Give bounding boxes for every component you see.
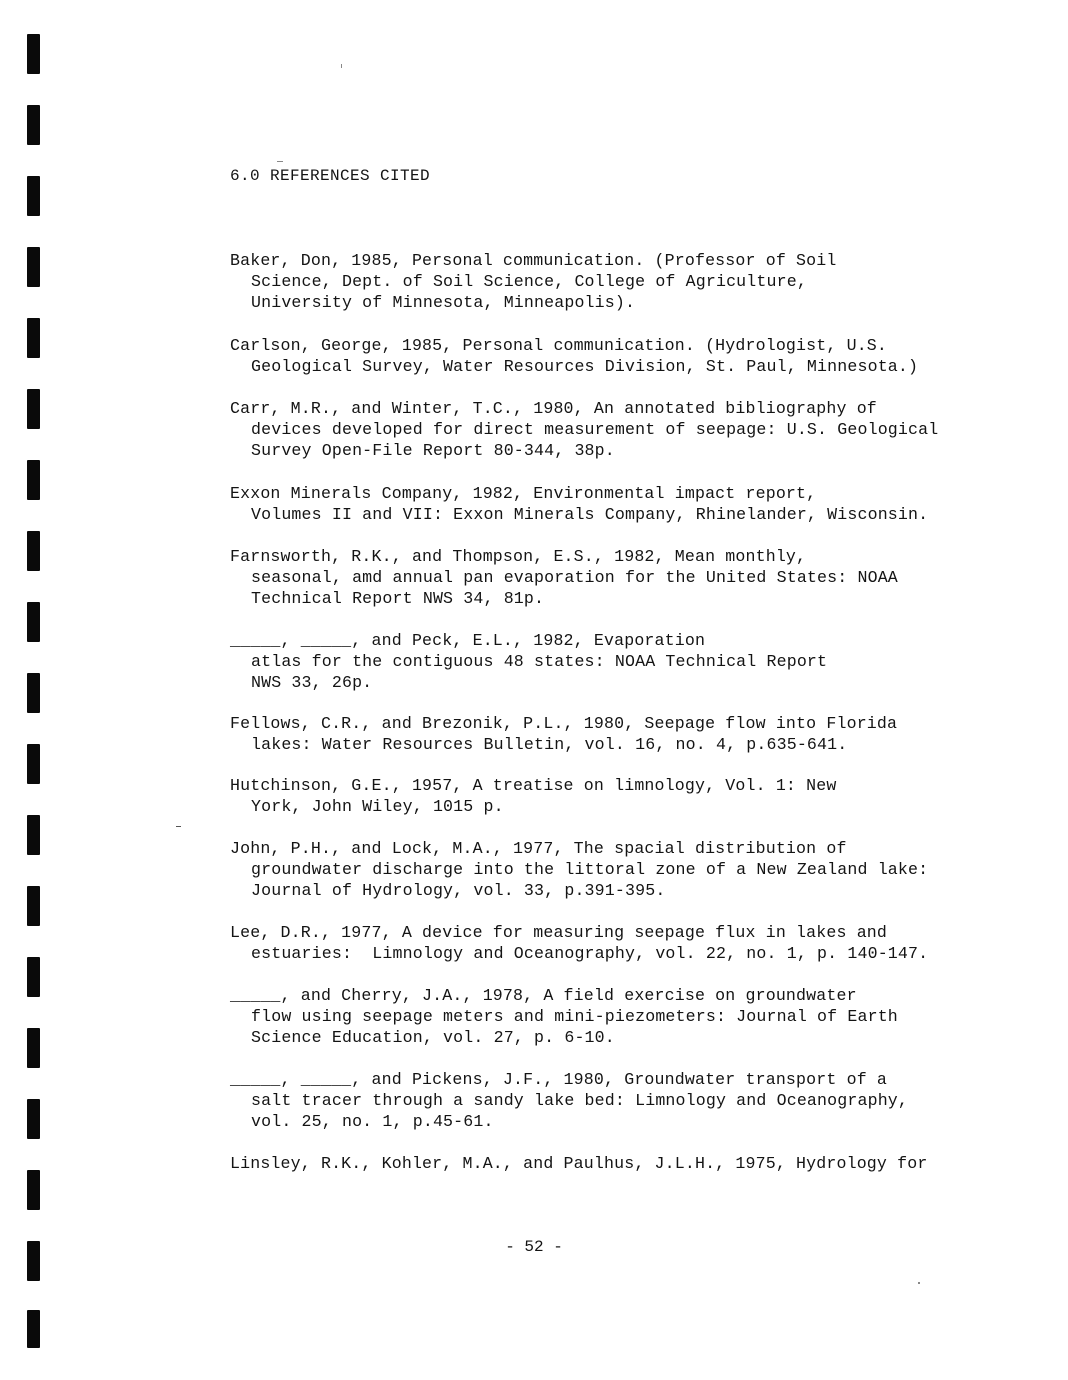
reference-first-line: John, P.H., and Lock, M.A., 1977, The spacial distribution of <box>230 839 847 858</box>
binding-mark <box>27 247 40 287</box>
reference-continuation-line: estuaries: Limnology and Oceanography, vol. 22, no. 1, p. 140-147. <box>251 944 929 964</box>
binding-mark <box>27 105 40 145</box>
reference-entry <box>230 1069 908 1133</box>
reference-entry <box>230 922 928 964</box>
binding-mark <box>27 886 40 926</box>
binding-mark <box>27 673 40 713</box>
reference-entry <box>230 483 928 525</box>
reference-continuation-line: Survey Open-File Report 80-344, 38p. <box>251 441 615 461</box>
reference-continuation-line: groundwater discharge into the littoral zone of a New Zealand lake: <box>251 860 929 880</box>
binding-mark <box>27 531 40 571</box>
reference-first-line: Linsley, R.K., Kohler, M.A., and Paulhus, J.L.H., 1975, Hydrology for <box>230 1154 928 1173</box>
reference-continuation-line: Volumes II and VII: Exxon Minerals Company, Rhinelander, Wisconsin. <box>251 505 929 525</box>
reference-first-line: _____, _____, and Pickens, J.F., 1980, Groundwater transport of a <box>230 1070 888 1089</box>
binding-mark <box>27 176 40 216</box>
binding-mark <box>27 957 40 997</box>
reference-continuation-line: flow using seepage meters and mini-piezometers: Journal of Earth <box>251 1007 898 1027</box>
reference-continuation-line: seasonal, amd annual pan evaporation for the United States: NOAA <box>251 568 898 588</box>
reference-first-line: Lee, D.R., 1977, A device for measuring seepage flux in lakes and <box>230 923 888 942</box>
reference-entry <box>230 546 898 610</box>
reference-first-line: Carlson, George, 1985, Personal communication. (Hydrologist, U.S. <box>230 336 888 355</box>
binding-mark <box>27 389 40 429</box>
binding-mark <box>27 1099 40 1139</box>
reference-first-line: Fellows, C.R., and Brezonik, P.L., 1980, Seepage flow into Florida <box>230 714 898 733</box>
reference-continuation-line: York, John Wiley, 1015 p. <box>251 797 504 817</box>
binding-mark <box>27 1170 40 1210</box>
binding-mark <box>27 460 40 500</box>
reference-entry <box>230 985 898 1049</box>
reference-entry <box>230 838 928 902</box>
reference-continuation-line: Science Education, vol. 27, p. 6-10. <box>251 1028 615 1048</box>
reference-entry <box>230 630 827 694</box>
binding-mark <box>27 1310 40 1348</box>
binding-mark <box>27 318 40 358</box>
scan-speck <box>341 64 342 68</box>
reference-continuation-line: lakes: Water Resources Bulletin, vol. 16, no. 4, p.635-641. <box>251 735 848 755</box>
reference-continuation-line: salt tracer through a sandy lake bed: Limnology and Oceanography, <box>251 1091 909 1111</box>
reference-continuation-line: Geological Survey, Water Resources Division, St. Paul, Minnesota.) <box>251 357 919 377</box>
reference-entry <box>230 398 938 462</box>
reference-continuation-line: Technical Report NWS 34, 81p. <box>251 589 545 609</box>
binding-mark <box>27 34 40 74</box>
reference-continuation-line: devices developed for direct measurement of seepage: U.S. Geological <box>251 420 939 440</box>
reference-entry <box>230 335 918 377</box>
reference-continuation-line: atlas for the contiguous 48 states: NOAA Technical Report <box>251 652 828 672</box>
binding-mark <box>27 1028 40 1068</box>
reference-first-line: Baker, Don, 1985, Personal communication. (Professor of Soil <box>230 251 837 270</box>
binding-mark <box>27 815 40 855</box>
section-heading: 6.0 REFERENCES CITED <box>230 167 431 185</box>
page-number: - 52 - <box>505 1238 563 1256</box>
reference-first-line: Farnsworth, R.K., and Thompson, E.S., 1982, Mean monthly, <box>230 547 807 566</box>
reference-first-line: Carr, M.R., and Winter, T.C., 1980, An annotated bibliography of <box>230 399 877 418</box>
reference-entry <box>230 713 897 755</box>
reference-continuation-line: Journal of Hydrology, vol. 33, p.391-395. <box>251 881 666 901</box>
scan-speck <box>277 161 283 162</box>
binding-mark <box>27 602 40 642</box>
reference-continuation-line: vol. 25, no. 1, p.45-61. <box>251 1112 494 1132</box>
reference-continuation-line: University of Minnesota, Minneapolis). <box>251 293 636 313</box>
reference-first-line: _____, and Cherry, J.A., 1978, A field exercise on groundwater <box>230 986 857 1005</box>
scan-speck <box>176 826 181 827</box>
reference-entry <box>230 250 836 314</box>
reference-entry <box>230 1153 927 1174</box>
reference-entry <box>230 775 836 817</box>
scan-speck <box>918 1282 920 1284</box>
binding-mark <box>27 744 40 784</box>
reference-first-line: _____, _____, and Peck, E.L., 1982, Evaporation <box>230 631 706 650</box>
reference-continuation-line: Science, Dept. of Soil Science, College of Agriculture, <box>251 272 807 292</box>
reference-continuation-line: NWS 33, 26p. <box>251 673 373 693</box>
reference-first-line: Exxon Minerals Company, 1982, Environmental impact report, <box>230 484 817 503</box>
reference-first-line: Hutchinson, G.E., 1957, A treatise on limnology, Vol. 1: New <box>230 776 837 795</box>
